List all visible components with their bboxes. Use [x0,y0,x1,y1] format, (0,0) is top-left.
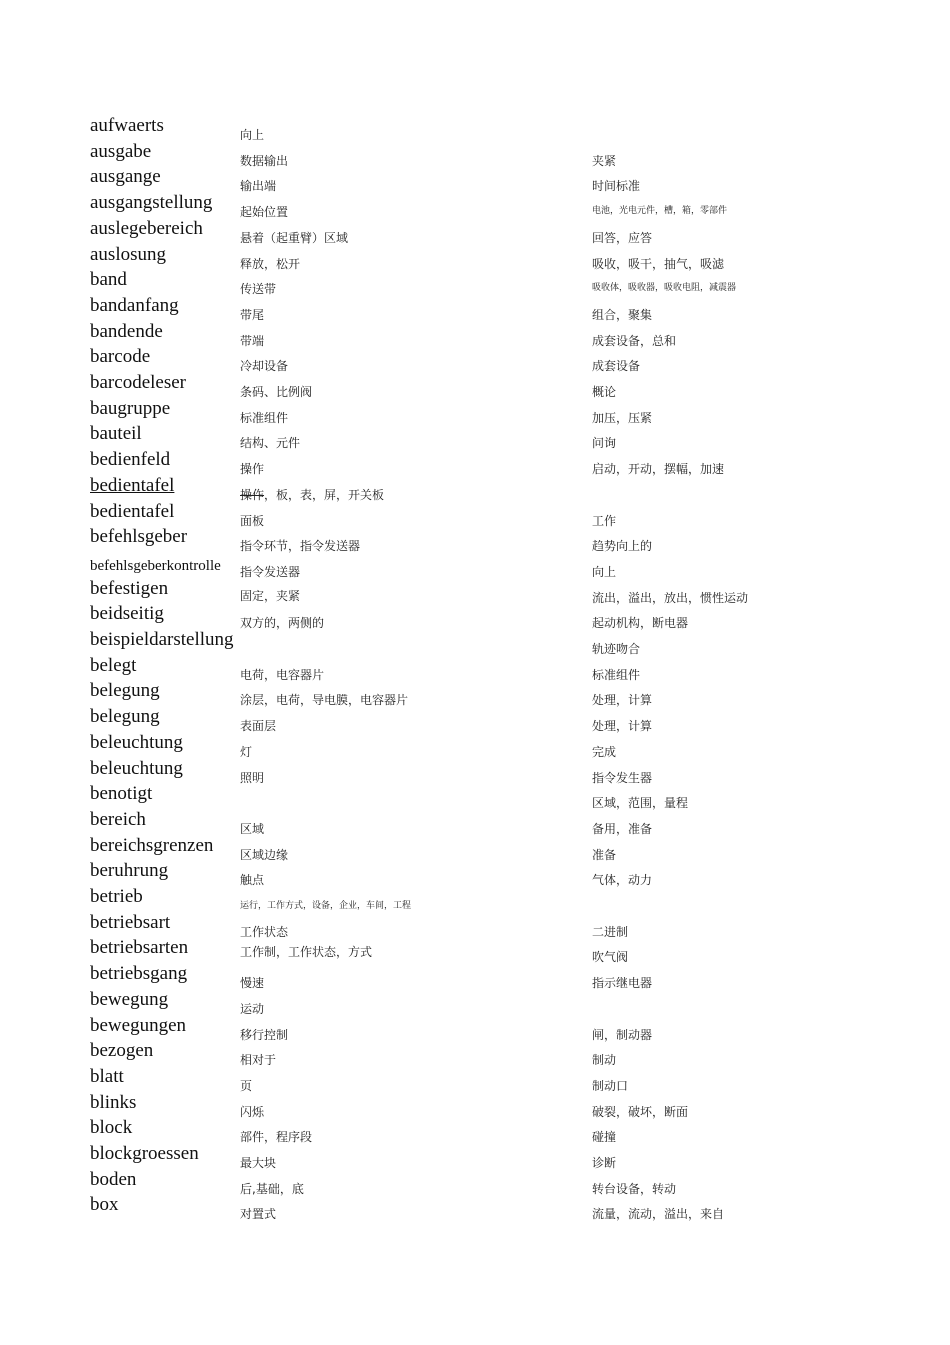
chinese-meaning-entry: 带端 [240,333,265,348]
right-meaning-entry: 组合，聚集 [592,307,653,322]
chinese-meaning-entry: 操作 [240,462,265,477]
german-term-entry: bauteil [90,423,142,445]
right-meaning-entry: 处理，计算 [592,719,653,734]
chinese-meaning-entry: 表面层 [240,719,277,734]
chinese-meaning-entry: 释放，松开 [240,256,301,271]
german-term-entry: barcode [90,346,151,368]
chinese-meaning-entry: 起始位置 [240,205,289,220]
right-meaning-entry: 工作 [592,513,617,528]
german-term-entry: betrieb [90,886,143,907]
german-term-entry: ausgangstellung [90,192,213,214]
right-meaning-entry: 标准组件 [592,667,641,682]
german-term-entry: bedientafel [90,500,175,522]
german-term-entry: beidseitig [90,603,164,625]
right-meaning-entry: 制动 [592,1053,617,1068]
right-meaning-entry: 回答，应答 [592,230,653,245]
chinese-meaning-entry: 输出端 [240,179,277,194]
german-term-entry: belegung [90,680,160,702]
right-meaning-entry: 成套设备 [592,359,641,374]
chinese-meaning-entry: 触点 [240,873,265,888]
german-term-entry: ausgange [90,166,161,188]
right-meaning-entry: 吹气阀 [592,950,629,965]
right-meaning-entry: 区域，范围，量程 [592,796,689,811]
right-meaning-entry: 吸收，吸干，抽气，吸滤 [592,256,725,271]
german-term-entry: bewegungen [90,1014,187,1036]
german-term-entry: blockgroessen [90,1143,199,1164]
german-term-entry: blinks [90,1091,137,1113]
right-meaning-entry: 破裂，破坏，断面 [592,1104,689,1119]
right-meaning-entry: 电池，光电元件，槽，箱，零部件 [592,206,728,217]
chinese-meaning-entry: 工作状态 [240,924,289,939]
german-term-entry: bedientafel [90,474,175,496]
german-term-entry: bewegung [90,988,169,1010]
right-meaning-entry: 吸收体，吸收器，吸收电阻，减震器 [592,283,737,294]
chinese-meaning-entry: 指令发送器 [240,564,301,579]
chinese-meaning-entry: 运行，工作方式，设备，企业，车间，工程 [240,901,412,911]
german-term-entry: box [90,1194,119,1216]
right-meaning-entry: 成套设备，总和 [592,333,677,348]
right-meaning-entry: 诊断 [592,1156,617,1170]
german-term-entry: band [90,269,127,291]
german-term-entry: benotigt [90,783,153,805]
german-term-entry: befestigen [90,577,169,599]
right-meaning-entry: 向上 [592,564,617,579]
right-meaning-entry: 二进制 [592,924,629,939]
chinese-meaning-entry: 区域边缘 [240,847,289,862]
chinese-meaning-entry: 最大块 [240,1156,277,1170]
german-term-entry: blatt [90,1065,124,1087]
right-meaning-entry: 完成 [592,744,617,759]
german-term-entry: bandanfang [90,294,179,316]
right-meaning-entry: 处理，计算 [592,693,653,708]
german-term-entry: bedienfeld [90,449,171,471]
german-term-entry: befehlsgeber [90,526,188,548]
german-term-entry: aufwaerts [90,115,164,136]
right-meaning-entry: 启动，开动，摆幅，加速 [592,462,725,477]
german-term-entry: bandende [90,320,163,342]
chinese-meaning-entry: 慢速 [240,976,265,991]
german-term-entry: betriebsart [90,911,171,933]
struck-text: 操作 [240,487,265,502]
right-meaning-entry: 指示继电器 [592,976,653,991]
german-term-entry: befehlsgeberkontrolle [90,557,221,574]
right-meaning-entry: 气体，动力 [592,873,653,888]
right-meaning-entry: 备用，准备 [592,821,653,836]
german-term-entry: belegung [90,706,160,728]
chinese-meaning-entry: 闪烁 [240,1104,265,1119]
right-meaning-entry: 起动机构，断电器 [592,616,689,631]
right-meaning-entry: 问询 [592,436,617,451]
chinese-meaning-entry: 带尾 [240,307,265,322]
chinese-meaning-entry: 灯 [240,744,253,759]
chinese-meaning-entry: 双方的，两侧的 [240,616,325,631]
right-meaning-entry: 准备 [592,847,617,862]
german-term-entry: bereichsgrenzen [90,834,214,856]
german-term-entry: auslosung [90,243,166,265]
chinese-meaning-entry: 工作制，工作状态，方式 [240,945,373,960]
chinese-meaning-entry [240,487,384,503]
right-meaning-entry: 转台设备，转动 [592,1181,677,1196]
right-meaning-entry: 时间标准 [592,179,641,194]
german-term-entry: beispieldarstellung [90,629,234,650]
chinese-meaning-entry: 移行控制 [240,1027,289,1042]
chinese-meaning-entry: 向上 [240,128,265,142]
right-meaning-entry: 轨迹吻合 [592,642,641,656]
right-meaning-entry: 指令发生器 [592,770,653,785]
right-meaning-entry: 流出，溢出，放出，惯性运动 [592,590,749,605]
german-term-entry: beruhrung [90,860,169,882]
chinese-meaning-entry: 部件，程序段 [240,1130,313,1145]
chinese-meaning-entry: 对置式 [240,1207,277,1222]
chinese-meaning-entry: 条码、比例阀 [240,385,313,399]
remaining-text: ，板，表，屏，开关板 [264,487,385,502]
chinese-meaning-entry: 数据输出 [240,153,289,168]
german-term-entry: barcodeleser [90,372,186,393]
chinese-meaning-entry: 电荷，电容器片 [240,667,325,682]
chinese-meaning-entry: 运动 [240,1001,265,1016]
chinese-meaning-entry: 面板 [240,513,265,528]
german-term-entry: ausgabe [90,140,152,162]
chinese-meaning-entry: 悬着（起重臂）区域 [240,230,349,245]
right-meaning-entry: 闸，制动器 [592,1027,653,1042]
right-meaning-entry: 制动口 [592,1078,629,1093]
right-meaning-entry: 概论 [592,385,617,399]
german-term-entry: auslegebereich [90,217,203,239]
right-meaning-entry: 加压，压紧 [592,410,653,425]
chinese-meaning-entry: 后,基础，底 [240,1181,304,1196]
german-term-entry: bereich [90,808,146,830]
chinese-meaning-entry: 结构、元件 [240,436,301,451]
chinese-meaning-entry: 涂层，电荷，导电膜，电容器片 [240,693,409,708]
german-term-entry: betriebsarten [90,937,189,959]
chinese-meaning-entry: 照明 [240,770,265,785]
chinese-meaning-entry: 传送带 [240,282,277,297]
chinese-meaning-entry: 相对于 [240,1053,277,1068]
chinese-meaning-entry: 指令环节，指令发送器 [240,539,361,554]
german-term-entry: boden [90,1168,137,1190]
german-term-entry: block [90,1117,133,1139]
chinese-meaning-entry: 冷却设备 [240,359,289,374]
chinese-meaning-entry: 页 [240,1078,253,1093]
chinese-meaning-entry: 区域 [240,821,265,836]
right-meaning-entry: 碰撞 [592,1130,617,1145]
chinese-meaning-entry: 固定，夹紧 [240,588,301,603]
german-term-entry: beleuchtung [90,757,183,779]
right-meaning-entry: 夹紧 [592,153,617,168]
german-term-entry: beleuchtung [90,731,183,753]
right-meaning-entry: 趋势向上的 [592,539,653,554]
german-term-entry: bezogen [90,1040,154,1062]
right-meaning-entry: 流量，流动，溢出，来自 [592,1207,725,1222]
german-term-entry: betriebsgang [90,963,188,985]
chinese-meaning-entry: 标准组件 [240,410,289,425]
german-term-entry: belegt [90,654,137,676]
german-term-entry: baugruppe [90,397,171,419]
